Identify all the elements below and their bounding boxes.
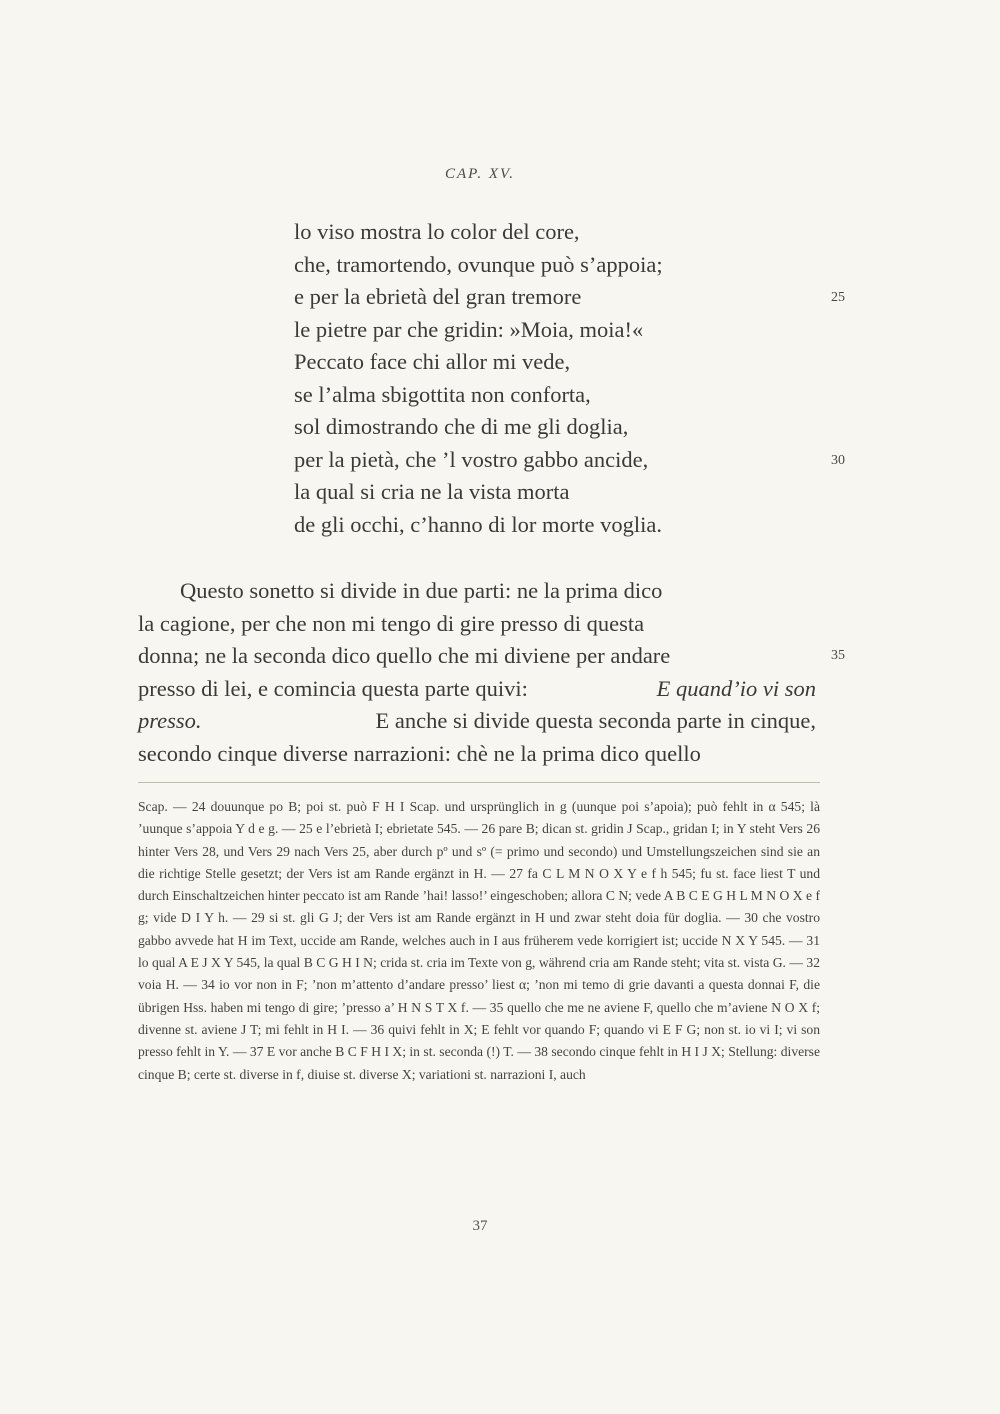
line-number-30: 30 bbox=[831, 453, 845, 468]
poem-stanza bbox=[294, 216, 834, 541]
poem-line: sol dimostrando che di me gli doglia, bbox=[294, 414, 629, 439]
line-number-35: 35 bbox=[831, 648, 845, 663]
prose-quotation: presso. bbox=[138, 708, 202, 734]
poem-line: per la pietà, che ’l vostro gabbo ancide, bbox=[294, 446, 649, 472]
prose-line bbox=[138, 575, 816, 608]
prose-text: Questo sonetto si divide in due parti: ne la prima dico bbox=[180, 578, 663, 603]
footnote-rule bbox=[138, 782, 820, 783]
poem-line: lo viso mostra lo color del core, bbox=[294, 219, 580, 244]
prose-line bbox=[138, 673, 816, 706]
poem-line: e per la ebrietà del gran tremore bbox=[294, 284, 582, 309]
prose-text: presso di lei, e comincia questa parte quivi: bbox=[138, 675, 528, 701]
poem-line: le pietre par che gridin: »Moia, moia!« bbox=[294, 316, 644, 342]
prose-text: donna; ne la seconda dico quello che mi diviene per andare bbox=[138, 643, 671, 669]
poem-line: Peccato face chi allor mi vede, bbox=[294, 349, 571, 374]
poem-line: la qual si cria ne la vista morta bbox=[294, 479, 570, 504]
poem-line: de gli occhi, c’hanno di lor morte voglia. bbox=[294, 511, 663, 537]
critical-apparatus bbox=[138, 796, 820, 1086]
prose-line bbox=[138, 705, 816, 738]
prose-line bbox=[138, 608, 816, 641]
prose-paragraph bbox=[138, 575, 816, 771]
prose-text: E anche si divide questa seconda parte in cinque, bbox=[375, 708, 816, 734]
running-head: CAP. XV. bbox=[444, 166, 516, 182]
prose-quotation: E quand’io vi son bbox=[656, 675, 816, 701]
page-number: 37 bbox=[472, 1218, 488, 1234]
prose-line bbox=[138, 640, 816, 673]
prose-text: secondo cinque diverse narrazioni: chè ne la prima dico quello bbox=[138, 740, 701, 766]
poem-line: se l’alma sbigottita non conforta, bbox=[294, 381, 591, 407]
line-number-25: 25 bbox=[831, 290, 845, 305]
prose-text: la cagione, per che non mi tengo di gire presso di questa bbox=[138, 610, 645, 636]
prose-line bbox=[138, 738, 816, 771]
poem-line: che, tramortendo, ovunque può s’appoia; bbox=[294, 251, 663, 277]
apparatus-text: Scap. — 24 douunque po B; poi st. può F H I Scap. und ursprünglich in g (uunque poi s’apoia); può fehlt in α 545; là ’uunque s’appoia Y d e g. — 25 e l’ebrietà I; ebrietate 545. — 26 pare B; dican st. gridin J Scap., gridan I; in Y steht Vers 26 hinter Vers 28, und Vers 29 nach Vers 25, aber durch pº und sº (= primo und secondo) und Umstellungszeichen sind sie an die richtige Stelle gesetzt; der Vers ist am Rande ergänzt in H. — 27 fa C L M N O X Y e f h 545; fu st. face liest T und durch Einschaltzeichen hinter peccato ist am Rande ’hai! lasso!’ eingeschoben; allora C N; vede A B C E G H L M N O X e f g; vide D I Y h. — 29 si st. gli G J; der Vers ist am Rande ergänzt in H und zwar steht doia für doglia. — 30 che vostro gabbo avvede hat H im Text, uccide am Rande, welches auch in I aus früherem vede korrigiert ist; uccide N X Y 545. — 31 lo qual A E J X Y 545, la qual B C G H I N; crida st. cria im Texte von g, während cria am Rande steht; vita st. vista G. — 32 voia H. — 34 io vor non in F; ’non m’attento d’andare presso’ liest α; ’non mi temo di grie davanti a questa donnai F, die übrigen Hss. haben mi tengo di gire; ’presso a’ H N S T X f. — 35 quello che me ne aviene F, quello che m’aviene N O X f; divenne st. aviene J T; mi fehlt in H I. — 36 quivi fehlt in X; E fehlt vor quando F; quando vi E F G; non st. io vi I; vi son presso fehlt in Y. — 37 E vor anche B C F H I X; in st. seconda (!) T. — 38 secondo cinque fehlt in H I J X; Stellung: diverse cinque B; certe st. diverse in f, diuise st. diverse X; variationi st. narrazioni I, auch bbox=[138, 799, 820, 1082]
